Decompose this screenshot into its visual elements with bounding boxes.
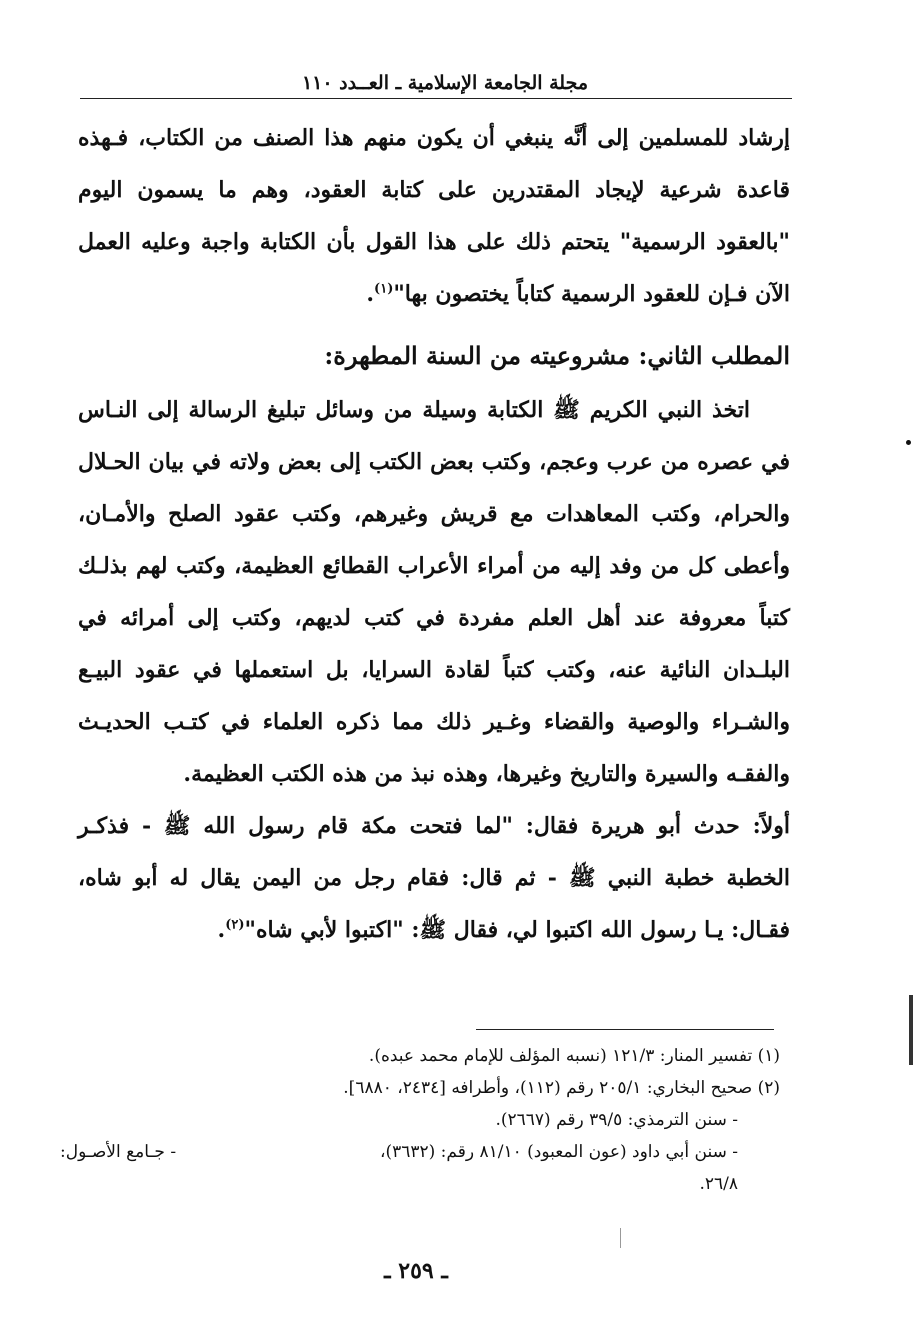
footnote-2: (٢) صحيح البخاري: ٢٠٥/١ رقم (١١٢)، وأطرافه [٢٤٣٤، ٦٨٨٠]. (343, 1078, 780, 1098)
footnote-2-jami-ref: ٢٦/٨. (699, 1174, 738, 1194)
footnote-ref-1[interactable]: (١) (374, 281, 394, 297)
paragraph-2: اتخذ النبي الكريم ﷺ الكتابة وسيلة من وسائل تبليغ الرسالة إلى النـاس في عصره من عرب وعجم، وكتب بعض الكتب إلى بعض ولاته في بيان الحـلال والحرام، وكتب المعاهدات مع قريش وغيرهم، وكتب عقود الصلح والأمـان، وأعطى كل من وفد إليه من أمراء الأعراب القطائع العظيمة، وكتب لهم بذلـك كتباً معروفة عند أهل العلم مفردة في كتب لديهم، وكتب إلى أمرائه في البلـدان النائية عنه، وكتب كتباً لقادة السرايا، بل استعملها في عقود البيـع والشـراء والوصية والقضاء وغـير ذلك مما ذكره العلماء في كتـب الحديـث والفقـه والسيرة والتاريخ وغيرها، وهذه نبذ من هذه الكتب العظيمة. (78, 397, 790, 787)
footnote-2-tirmidhi: - سنن الترمذي: ٣٩/٥ رقم (٢٦٦٧). (495, 1110, 738, 1130)
footnote-ref-2[interactable]: (٢) (225, 917, 245, 933)
footnote-separator (476, 1029, 774, 1030)
footnote-2-jami: - جـامع الأصـول: (60, 1142, 177, 1162)
paragraph-3 (78, 800, 790, 956)
margin-dot (906, 440, 911, 445)
page-number: ـ ٢٥٩ ـ (384, 1258, 448, 1284)
body-text (78, 112, 790, 956)
paragraph-3-text: أولاً: حدث أبو هريرة فقال: "لما فتحت مكة قام رسول الله ﷺ - فذكـر الخطبة خطبة النبي ﷺ - ثم قال: فقام رجل من اليمن يقال له أبو شاه، فقـال: يـا رسول الله اكتبوا لي، فقال ﷺ: "اكتبوا لأبي شاه" (78, 813, 790, 943)
scan-artifact-line (620, 1228, 621, 1248)
paragraph-1 (78, 112, 790, 320)
footnote-2-line (60, 1136, 780, 1168)
header-rule (80, 98, 792, 99)
running-header: مجلة الجامعة الإسلامية ـ العــدد ١١٠ (301, 72, 589, 94)
paragraph-3-end: . (217, 917, 226, 943)
paragraph-1-end: . (366, 281, 375, 307)
scan-edge-mark (909, 995, 913, 1065)
paragraph-1-text: إرشاد للمسلمين إلى أنَّه ينبغي أن يكون منهم هذا الصنف من الكتاب، فـهذه قاعدة شرعية لإيجاد المقتدرين على كتابة العقود، وهم ما يسمون اليوم "بالعقود الرسمية" يتحتم ذلك على هذا القول بأن الكتابة واجبة وعليه العمل الآن فـإن للعقود الرسمية كتاباً يختصون بها" (78, 125, 790, 307)
footnotes (60, 1040, 780, 1200)
footnote-1: (١) تفسير المنار: ١٢١/٣ (نسبه المؤلف للإمام محمد عبده). (368, 1046, 780, 1066)
section-title: المطلب الثاني: مشروعيته من السنة المطهرة: (324, 341, 790, 370)
footnote-2-abudawud: - سنن أبي داود (عون المعبود) ٨١/١٠ رقم: (٣٦٣٢)، (379, 1142, 738, 1162)
